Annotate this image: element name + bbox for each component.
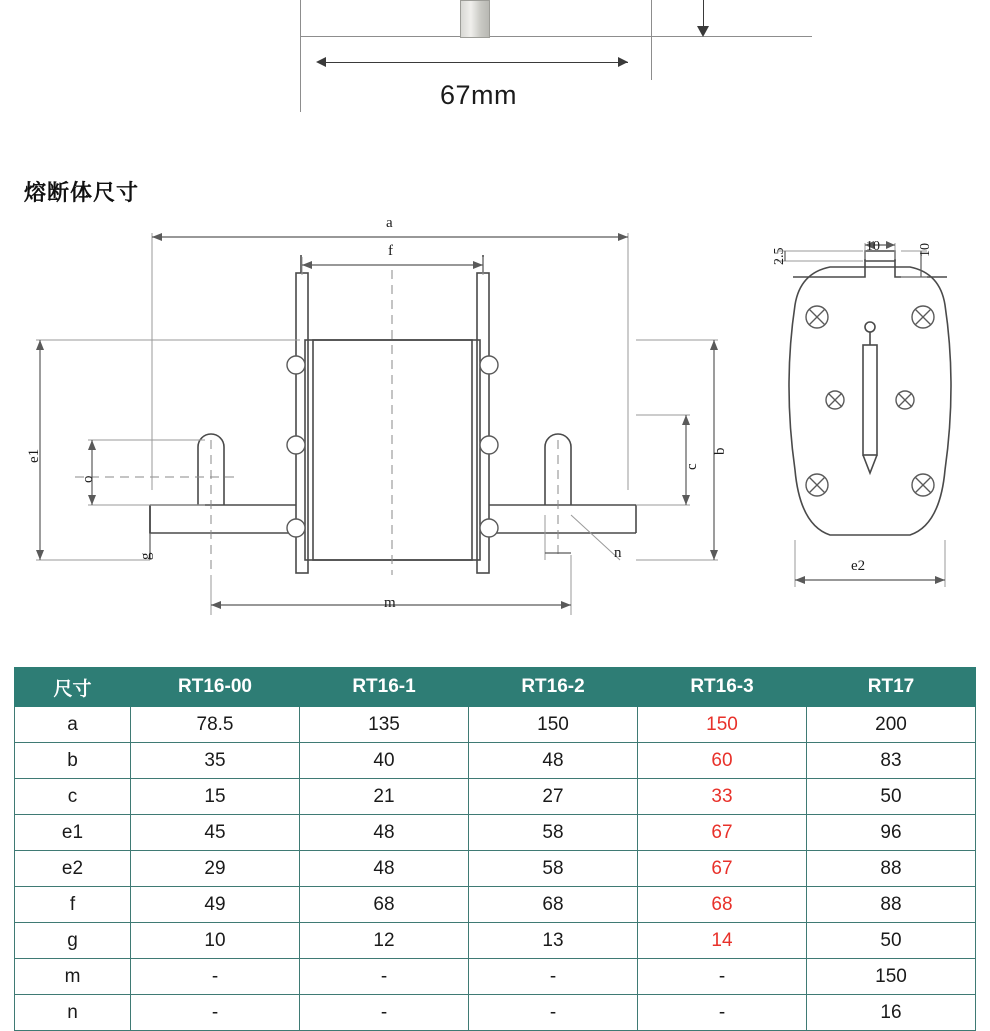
cell-value: - xyxy=(469,995,638,1031)
cell-value: 200 xyxy=(807,707,976,743)
table-row xyxy=(15,815,976,851)
cell-dim: n xyxy=(15,995,131,1031)
table-row xyxy=(15,959,976,995)
down-arrow-icon xyxy=(697,26,709,37)
cell-value: 15 xyxy=(131,779,300,815)
cell-value: 10 xyxy=(131,923,300,959)
cell-value: 50 xyxy=(807,923,976,959)
cell-value: 68 xyxy=(469,887,638,923)
cell-value-highlighted: 14 xyxy=(638,923,807,959)
table-header-rt16-2: RT16-2 xyxy=(469,668,638,707)
cell-value: 27 xyxy=(469,779,638,815)
dim-label-f: f xyxy=(388,243,393,259)
cell-value: - xyxy=(638,995,807,1031)
table-header-rt16-3: RT16-3 xyxy=(638,668,807,707)
table-row xyxy=(15,995,976,1031)
dim-label-g: g xyxy=(138,552,154,560)
cell-value: - xyxy=(469,959,638,995)
cell-value-highlighted: 150 xyxy=(638,707,807,743)
table-row xyxy=(15,779,976,815)
cell-value: 96 xyxy=(807,815,976,851)
dim-label-n: n xyxy=(614,545,622,561)
cell-value-highlighted: 67 xyxy=(638,815,807,851)
cell-value: 68 xyxy=(300,887,469,923)
side-dim-label-10-top: 10 xyxy=(866,239,880,254)
dimension-line-67 xyxy=(318,62,628,63)
cell-value: 88 xyxy=(807,851,976,887)
dimension-table xyxy=(14,667,976,1031)
cell-value: - xyxy=(131,995,300,1031)
table-row xyxy=(15,923,976,959)
side-dim-label-2-5: 2.5 xyxy=(772,247,787,265)
top-baseline xyxy=(300,36,812,37)
cell-value: 48 xyxy=(300,851,469,887)
top-partial-drawing xyxy=(0,0,990,140)
dim-label-b: b xyxy=(712,447,728,455)
dim-label-e1: e1 xyxy=(26,448,42,463)
cell-value: 45 xyxy=(131,815,300,851)
cell-value: 49 xyxy=(131,887,300,923)
cell-value: 50 xyxy=(807,779,976,815)
cell-value-highlighted: 33 xyxy=(638,779,807,815)
cell-value: - xyxy=(300,959,469,995)
cell-value: 48 xyxy=(469,743,638,779)
cell-value: 150 xyxy=(469,707,638,743)
cell-dim: b xyxy=(15,743,131,779)
dim-label-m: m xyxy=(384,595,396,611)
table-header-rt16-1: RT16-1 xyxy=(300,668,469,707)
cell-value-highlighted: 68 xyxy=(638,887,807,923)
table-row xyxy=(15,851,976,887)
dim-label-o: o xyxy=(80,475,96,483)
cell-value: - xyxy=(300,995,469,1031)
table-row xyxy=(15,743,976,779)
top-left-guideline xyxy=(300,0,301,112)
cell-value: 29 xyxy=(131,851,300,887)
cell-value: 21 xyxy=(300,779,469,815)
cell-value: - xyxy=(638,959,807,995)
side-dim-label-10-right: 10 xyxy=(918,243,933,257)
table-header-rt17: RT17 xyxy=(807,668,976,707)
cell-dim: e1 xyxy=(15,815,131,851)
metal-blade-part xyxy=(460,0,490,38)
table-row xyxy=(15,887,976,923)
cell-value: 88 xyxy=(807,887,976,923)
cell-dim: g xyxy=(15,923,131,959)
table-header-rt16-00: RT16-00 xyxy=(131,668,300,707)
cell-value: 83 xyxy=(807,743,976,779)
table-header-dimension: 尺寸 xyxy=(15,668,131,707)
table-header-row xyxy=(15,668,976,707)
cell-value: 48 xyxy=(300,815,469,851)
cell-value-highlighted: 67 xyxy=(638,851,807,887)
fuse-link-dimension-drawing xyxy=(0,215,990,640)
cell-dim: e2 xyxy=(15,851,131,887)
cell-value: 150 xyxy=(807,959,976,995)
cell-value: 58 xyxy=(469,815,638,851)
dimension-arrow-left-icon xyxy=(316,57,326,67)
table-row xyxy=(15,707,976,743)
cell-dim: a xyxy=(15,707,131,743)
cell-value: 135 xyxy=(300,707,469,743)
side-dim-label-e2: e2 xyxy=(851,558,866,574)
cell-dim: m xyxy=(15,959,131,995)
cell-dim: c xyxy=(15,779,131,815)
dim-label-c: c xyxy=(684,463,700,470)
cell-value-highlighted: 60 xyxy=(638,743,807,779)
dimension-label-67: 67mm xyxy=(440,80,518,110)
cell-value: 35 xyxy=(131,743,300,779)
cell-value: 13 xyxy=(469,923,638,959)
cell-value: 16 xyxy=(807,995,976,1031)
top-middle-guideline xyxy=(651,0,652,80)
cell-value: - xyxy=(131,959,300,995)
front-view-svg xyxy=(0,215,760,640)
cell-value: 78.5 xyxy=(131,707,300,743)
dimension-arrow-right-icon xyxy=(618,57,628,67)
cell-value: 40 xyxy=(300,743,469,779)
cell-dim: f xyxy=(15,887,131,923)
side-view-svg xyxy=(755,235,990,635)
section-title: 熔断体尺寸 xyxy=(24,180,140,205)
dim-label-a: a xyxy=(386,215,393,231)
cell-value: 12 xyxy=(300,923,469,959)
cell-value: 58 xyxy=(469,851,638,887)
